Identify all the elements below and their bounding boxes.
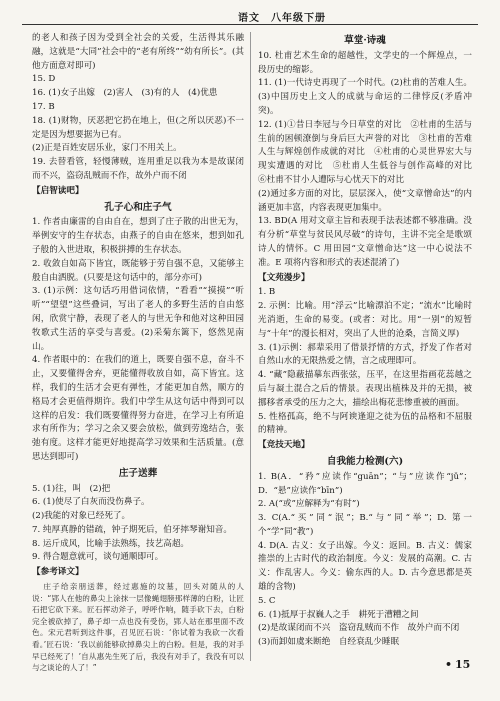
right-column	[258, 32, 481, 669]
answer-item: 4. 作者眼中的：在我们的道上，既要自强不息，奋斗不止，又要懂得舍弃，更能懂得收放自如，高下皆宜。这样，我们的生活才会更有弹性，才能更加自然，顺方的格局才会更值得期许。我们中学生从这句话中得到可以这样的启发：我们既要懂得努力奋进，在学习上有所追求有所作为；学习之余又要会放松，做到劳逸结合，张弛有度。这样才能更好地提高学习效果和生活质量。(意思达到即可)	[32, 355, 244, 462]
answer-item: 6. (1)抵厚于叔巍人之手 耕死于漕糟之间	[258, 609, 419, 620]
section-heading: 【文苑漫步】	[258, 272, 310, 283]
answer-item: 4. D(A. 古义：女子出嫁。今义：返回。B. 古义：儒家推崇的上古时代的政治制度。今义：发展的高潮。C. 古义：作乱害人。今义：偷东西的人。D. 古今意思都是英雄的含物)	[258, 540, 472, 593]
reference-translation-heading: 【参考译文】	[32, 567, 84, 578]
answer-item: 10. 杜甫艺术生命的超越性，文学史的一个辉煌点，一段历史的缩影。	[258, 50, 472, 75]
page-number-value: 15	[455, 658, 471, 671]
answer-item: 1. 作者由廉雷的自由自在，想到了庄子散的出世无为，举例安守的生存状态，由燕子的自由在悠来，想到如孔子般的入世进取，积极拼搏的生存状态。	[32, 217, 244, 255]
passage-title: 草堂·诗魂	[344, 35, 386, 46]
answer-item: 4. “藏”隐蔽描摹东西张弦，压平，在这里指画花蕊越之后与凝土混合之后的情景。表现出植株及并的无损，被挪移者承受的压力之大，描绘出梅花悲惨重被的画面。	[258, 370, 472, 408]
answer-item: 5. (1)往，叫 (2)把	[32, 483, 111, 494]
answer-item: 11. (1)一代诗史再现了一个时代。(2)杜甫的苦难人生。(3)中国历史上文人的成就与命运的二律悖反(矛盾冲突)。	[258, 78, 472, 116]
answer-item: 13. BD(A 用对文章主旨和表现手法表述都不够准确。没有分析“草堂与贫民风尽破”的诗句，主讲不完全是歌颂诗人的情怀。C 用田园“文章憎命达”这一中心说法不准。E 项将内容和形式的表述混淆了)	[258, 216, 472, 268]
book-title: 语文 八年级下册	[238, 13, 326, 24]
answer-item: 19. 去替看管，轻慢薄贼，连用重足以我为本是故谋闭而不兴，盗窃乱贼而不作，故外户而不闭	[32, 157, 244, 181]
answer-item: 6. (1)使尽了白灰而没伤鼻子。	[32, 497, 150, 508]
answer-item: (3)而卸如虞来断绝 自经衰乱少睡眠	[258, 637, 400, 648]
answer-item: 15. D	[32, 74, 56, 85]
answer-item: 9. 得合题意就可，谈句通顺即可。	[32, 552, 164, 563]
section-heading: 【启智读吧】	[32, 185, 84, 196]
answer-item: 5. 性格孤高，绝不与阿谀逢迎之徒为伍的品格和不屈服的精神。	[258, 411, 472, 436]
answer-item: 3. (1)示例：郝辈采用了借景抒情的方式，抒发了作者对自然山水的无限热爱之情，言之成理即可。	[258, 342, 472, 367]
reference-translation: 庄子给亲朋送葬，经过惠施的坟墓，回头对随从的人说：“郢人在他的鼻尖上涂抹一层像蝇翅膀那样薄的白粉，让匠石把它砍下来。匠石挥动斧子，呼呼作响，随手砍下去，白粉完全被砍掉了，鼻子却一点也没有受伤，郢人站在那里面不改色。宋元君听到这件事，召见匠石说：‘你试着为我砍一次看看。’匠石说：‘我以前能够砍掉鼻尖上的白粉。但是，我的对手早已经死了！’自从惠先生死了后，我没有对手了，我没有可以与之谈论的人了！”	[32, 582, 244, 673]
answer-item: (2)我能的对象已经死了。	[32, 511, 131, 522]
answer-item: 18. (1)财物，厌恶把它扔在地上，但(之所以厌恶)不一定是因为想要据为已有。	[32, 115, 244, 140]
page-number	[445, 658, 470, 671]
answer-item: (2)通过多方面的对比，层层深入，使“文章憎命达”的内涵更加丰富，内容表现更加集中。	[258, 188, 472, 213]
answer-item: 3. (1)示例：这句话巧用借词依情，“看看”“摸摸”“听听”“望望”这些叠词，写出了老人的多野生活的自由悠闲，欣赏宁静，表现了老人的与世无争和他对这种田园牧歌式生活的享受与喜爱。(2)采菊东篱下，悠然见南山。	[32, 286, 244, 352]
header-rule	[22, 24, 478, 25]
answer-item: 的老人和孩子因为受到全社会的关爱，生活得其乐融融，这就是“大同”社会中的“老有所终”“幼有所长”。(其他方面意对即可)	[32, 33, 244, 71]
answer-item: 2. 示例：比喻。用“浮云”比喻漂泊不定；“流水”比喻时光消逝，生命的易变。(或者：对比。用“一别”的短暂与“十年”的漫长相对，突出了人世的沧桑，言简义厚)	[258, 301, 472, 339]
passage-title: 庄子送葬	[118, 467, 158, 479]
answer-item: 16. (1)女子出嫁 (2)害人 (3)有的人 (4)优患	[32, 88, 218, 99]
answer-item: 3. C(A.“买”同“泯”；B.“与”同“举”；D. 第一个“学”同“教”)	[258, 513, 472, 537]
answer-item: 12. (1)①昔日李冠与今日草堂的对比 ②杜甫的生活与生前的困顿潦倒与身后巨大声誉的对比 ③杜甫的苦难人生与辉煌创作成就的对比 ④杜甫的心灵世界宏大与现实遭遇的对比 ⑤杜甫人生低谷与创作高峰的对比 ⑥杜甫不甘小人遭际与心忧天下的对比	[258, 119, 481, 185]
page-header	[0, 0, 500, 26]
answer-item: 5. C	[258, 595, 276, 606]
column-divider	[250, 32, 251, 661]
answer-item: (2)正是百姓安居乐业，家门不用关上。	[32, 143, 182, 154]
answer-item: 2. A(“或”应解释为“有时”)	[258, 499, 360, 510]
left-column	[32, 32, 244, 673]
answer-item: (2)是故谋闭而不兴 盗窃乱贼而不作 故外户而不闭	[258, 623, 460, 634]
answer-item: 1. B	[258, 287, 276, 298]
bullet-dot-icon: •	[445, 658, 453, 671]
answer-item: 7. 纯厚真静的错疏，钟子期死后，伯牙摔琴谢知音。	[32, 524, 232, 535]
answer-item: 2. 收敛自如高下皆宜，既能够于劳自强不息，又能够主般自由洒脱。(只要是这句话中的，部分亦可)	[32, 258, 244, 283]
section-heading: 【竞技天地】	[258, 440, 310, 451]
answer-item: 8. 运斤成风，比喻手法熟练，技艺高超。	[32, 538, 190, 549]
answer-item: 17. B	[32, 101, 55, 112]
passage-title: 孔子心和庄子气	[104, 201, 172, 213]
answer-item: 1. B(A．“矜”应读作“guān”；“与”应读作“jǔ”；D．“悬”应读作“bīn”)	[258, 471, 472, 496]
passage-title: 自我能力检测(六)	[326, 455, 404, 467]
